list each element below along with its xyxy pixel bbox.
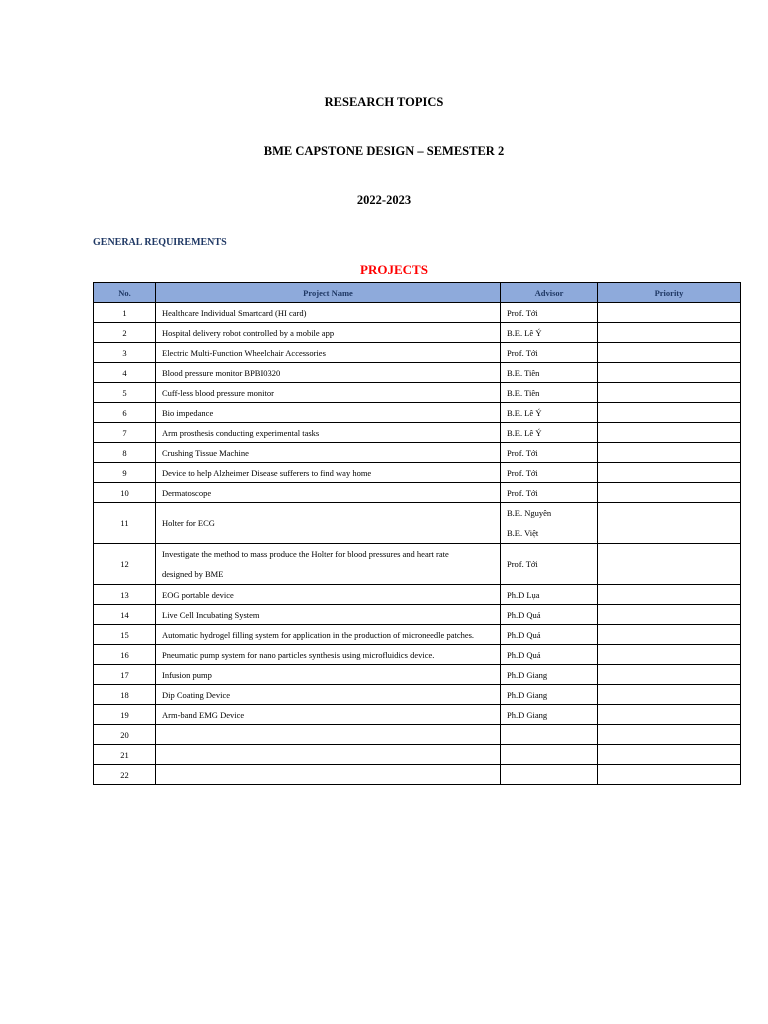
cell-no: 4	[94, 363, 156, 383]
cell-priority	[598, 363, 741, 383]
table-row	[94, 685, 741, 705]
table-row	[94, 585, 741, 605]
cell-no: 14	[94, 605, 156, 625]
cell-advisor: Ph.D Giang	[501, 685, 598, 705]
cell-no: 6	[94, 403, 156, 423]
cell-advisor	[501, 503, 598, 544]
table-row	[94, 403, 741, 423]
cell-project-name: Automatic hydrogel filling system for application in the production of microneedle patches.	[156, 625, 501, 645]
project-name-line: designed by BME	[162, 569, 224, 579]
cell-advisor: Ph.D Giang	[501, 705, 598, 725]
cell-priority	[598, 423, 741, 443]
table-row	[94, 725, 741, 745]
cell-no: 17	[94, 665, 156, 685]
cell-priority	[598, 443, 741, 463]
cell-advisor	[501, 765, 598, 785]
cell-project-name: Holter for ECG	[156, 503, 501, 544]
cell-advisor: B.E. Lê Ý	[501, 403, 598, 423]
cell-no: 15	[94, 625, 156, 645]
cell-priority	[598, 585, 741, 605]
cell-advisor: Prof. Tới	[501, 303, 598, 323]
cell-project-name: Dermatoscope	[156, 483, 501, 503]
cell-project-name: Arm prosthesis conducting experimental tasks	[156, 423, 501, 443]
table-row	[94, 383, 741, 403]
cell-project-name: Dip Coating Device	[156, 685, 501, 705]
cell-project-name: Healthcare Individual Smartcard (HI card)	[156, 303, 501, 323]
cell-no: 2	[94, 323, 156, 343]
table-row	[94, 503, 741, 544]
cell-no: 21	[94, 745, 156, 765]
cell-advisor: B.E. Tiên	[501, 383, 598, 403]
table-row	[94, 765, 741, 785]
cell-project-name: Infusion pump	[156, 665, 501, 685]
projects-table	[93, 282, 741, 785]
document-title: RESEARCH TOPICS	[324, 95, 444, 109]
cell-project-name: Cuff-less blood pressure monitor	[156, 383, 501, 403]
cell-priority	[598, 665, 741, 685]
cell-advisor: Prof. Tới	[501, 463, 598, 483]
table-row	[94, 605, 741, 625]
table-row	[94, 323, 741, 343]
cell-priority	[598, 463, 741, 483]
header-priority: Priority	[598, 283, 741, 303]
table-row	[94, 645, 741, 665]
table-row	[94, 483, 741, 503]
cell-no: 5	[94, 383, 156, 403]
cell-advisor: B.E. Lê Ý	[501, 423, 598, 443]
cell-no: 22	[94, 765, 156, 785]
cell-priority	[598, 544, 741, 585]
cell-no: 7	[94, 423, 156, 443]
cell-priority	[598, 685, 741, 705]
cell-priority	[598, 383, 741, 403]
cell-advisor	[501, 745, 598, 765]
table-row	[94, 443, 741, 463]
cell-advisor: Prof. Tới	[501, 343, 598, 363]
cell-priority	[598, 303, 741, 323]
general-requirements-heading: GENERAL REQUIREMENTS	[93, 237, 227, 248]
table-row	[94, 665, 741, 685]
header-no: No.	[94, 283, 156, 303]
table-row	[94, 705, 741, 725]
cell-priority	[598, 745, 741, 765]
cell-priority	[598, 503, 741, 544]
project-name-line: Investigate the method to mass produce the Holter for blood pressures and heart rate	[162, 549, 449, 559]
cell-project-name: Bio impedance	[156, 403, 501, 423]
cell-project-name: Pneumatic pump system for nano particles synthesis using microfluidics device.	[156, 645, 501, 665]
table-row	[94, 363, 741, 383]
cell-priority	[598, 625, 741, 645]
cell-priority	[598, 403, 741, 423]
cell-project-name: Electric Multi-Function Wheelchair Accessories	[156, 343, 501, 363]
table-row	[94, 625, 741, 645]
cell-priority	[598, 323, 741, 343]
cell-no: 20	[94, 725, 156, 745]
cell-priority	[598, 343, 741, 363]
cell-advisor: Ph.D Lụa	[501, 585, 598, 605]
cell-no: 18	[94, 685, 156, 705]
cell-project-name: Blood pressure monitor BPBI0320	[156, 363, 501, 383]
cell-project-name	[156, 725, 501, 745]
cell-no: 12	[94, 544, 156, 585]
table-row	[94, 303, 741, 323]
advisor-line: B.E. Việt	[507, 528, 539, 538]
cell-advisor	[501, 725, 598, 745]
document-subtitle: BME CAPSTONE DESIGN – SEMESTER 2	[263, 144, 505, 158]
cell-advisor: Ph.D Quả	[501, 605, 598, 625]
table-row	[94, 544, 741, 585]
cell-advisor: B.E. Tiên	[501, 363, 598, 383]
cell-project-name: Arm-band EMG Device	[156, 705, 501, 725]
cell-project-name: EOG portable device	[156, 585, 501, 605]
cell-project-name: Crushing Tissue Machine	[156, 443, 501, 463]
cell-advisor: Prof. Tới	[501, 443, 598, 463]
cell-advisor: Ph.D Quả	[501, 625, 598, 645]
cell-advisor: Ph.D Giang	[501, 665, 598, 685]
cell-priority	[598, 645, 741, 665]
table-row	[94, 423, 741, 443]
cell-no: 3	[94, 343, 156, 363]
cell-priority	[598, 605, 741, 625]
cell-project-name: Live Cell Incubating System	[156, 605, 501, 625]
document-year: 2022-2023	[356, 193, 412, 207]
cell-no: 11	[94, 503, 156, 544]
cell-project-name: Device to help Alzheimer Disease sufferers to find way home	[156, 463, 501, 483]
cell-project-name: Hospital delivery robot controlled by a mobile app	[156, 323, 501, 343]
header-advisor: Advisor	[501, 283, 598, 303]
cell-project-name	[156, 765, 501, 785]
cell-project-name	[156, 745, 501, 765]
cell-no: 10	[94, 483, 156, 503]
header-project-name: Project Name	[156, 283, 501, 303]
table-row	[94, 745, 741, 765]
cell-advisor: Ph.D Quả	[501, 645, 598, 665]
cell-no: 9	[94, 463, 156, 483]
table-header-row	[94, 283, 741, 303]
projects-heading: PROJECTS	[360, 262, 428, 277]
cell-no: 13	[94, 585, 156, 605]
cell-advisor: Prof. Tới	[501, 483, 598, 503]
cell-no: 1	[94, 303, 156, 323]
table-row	[94, 463, 741, 483]
cell-priority	[598, 705, 741, 725]
cell-priority	[598, 725, 741, 745]
cell-no: 8	[94, 443, 156, 463]
cell-advisor: Prof. Tới	[501, 544, 598, 585]
cell-no: 19	[94, 705, 156, 725]
cell-priority	[598, 483, 741, 503]
table-row	[94, 343, 741, 363]
cell-project-name	[156, 544, 501, 585]
cell-priority	[598, 765, 741, 785]
cell-advisor: B.E. Lê Ý	[501, 323, 598, 343]
cell-no: 16	[94, 645, 156, 665]
advisor-line: B.E. Nguyên	[507, 508, 552, 518]
